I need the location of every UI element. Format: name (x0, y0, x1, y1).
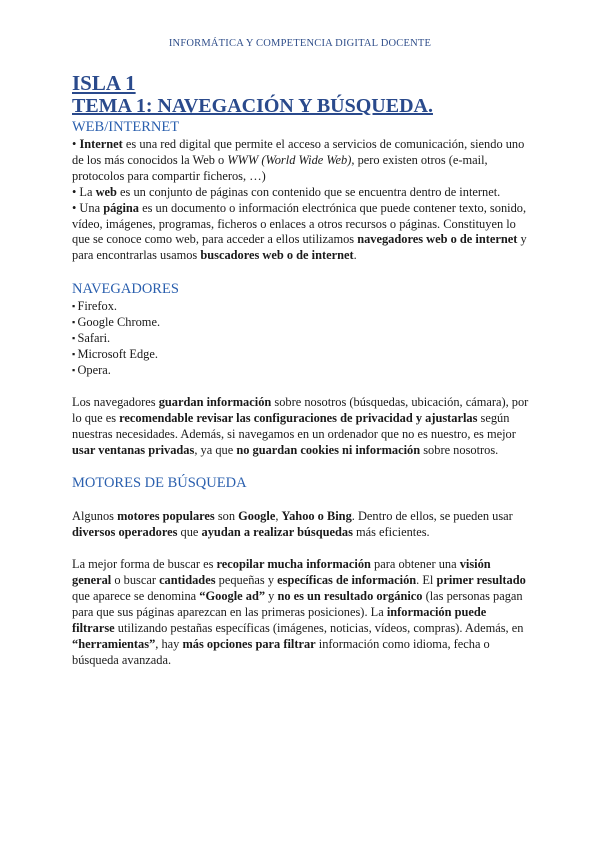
browser-list (72, 299, 530, 379)
isla-heading: ISLA 1 (72, 71, 136, 95)
section-heading-navegadores: NAVEGADORES (72, 281, 179, 298)
list-item: ▪ Firefox. (72, 299, 530, 315)
section-heading-motores: MOTORES DE BÚSQUEDA (72, 475, 247, 492)
list-item: ▪ Microsoft Edge. (72, 347, 530, 363)
section-heading-web-internet: WEB/INTERNET (72, 119, 180, 135)
running-header: INFORMÁTICA Y COMPETENCIA DIGITAL DOCENTE (168, 38, 432, 49)
paragraph-pagina: • Una página es un documento o información electrónica que puede contener texto, sonido, vídeo, imágenes, programas, ficheros o enlaces a otros recursos o páginas. Constituyen lo que se conoce como web, para acceder a ellos utilizamos navegadores web o de internet y para encontrarlas usamos buscadores web o de internet. (72, 200, 527, 263)
document-body (72, 72, 530, 669)
list-item: ▪ Google Chrome. (72, 315, 530, 331)
paragraph-internet: • Internet es una red digital que permite el acceso a servicios de comunicación, siendo uno de los más conocidos la Web o WWW (World Wide Web), pero existen otros (e-mail, protocolos para compartir ficheros, …) (72, 137, 525, 183)
list-item: ▪ Opera. (72, 363, 530, 379)
tema-heading: TEMA 1: NAVEGACIÓN Y BÚSQUEDA. (72, 95, 433, 117)
paragraph-web: • La web es un conjunto de páginas con contenido que se encuentra dentro de internet. (72, 184, 501, 199)
paragraph-motores-populares: Algunos motores populares son Google, Yahoo o Bing. Dentro de ellos, se pueden usar diversos operadores que ayudan a realizar búsquedas más eficientes. (72, 509, 513, 540)
paragraph-buscar-informacion: La mejor forma de buscar es recopilar mucha información para obtener una visión general o buscar cantidades pequeñas y específicas de información. El primer resultado que aparece se denomina “Google ad” y no es un resultado orgánico (las personas pagan para que sus páginas aparezcan en las primeras posiciones). La información puede filtrarse utilizando pestañas específicas (imágenes, noticias, vídeos, compras). Además, en “herramientas”, hay más opciones para filtrar información como idioma, fecha o búsqueda avanzada. (72, 557, 526, 667)
paragraph-navegadores-privacidad: Los navegadores guardan información sobre nosotros (búsquedas, ubicación, cámara), por lo que es recomendable revisar las configuraciones de privacidad y ajustarlas según nuestras necesidades. Además, si navegamos en un ordenador que no es nuestro, es mejor usar ventanas privadas, ya que no guardan cookies ni información sobre nosotros. (72, 394, 529, 457)
list-item: ▪ Safari. (72, 331, 530, 347)
